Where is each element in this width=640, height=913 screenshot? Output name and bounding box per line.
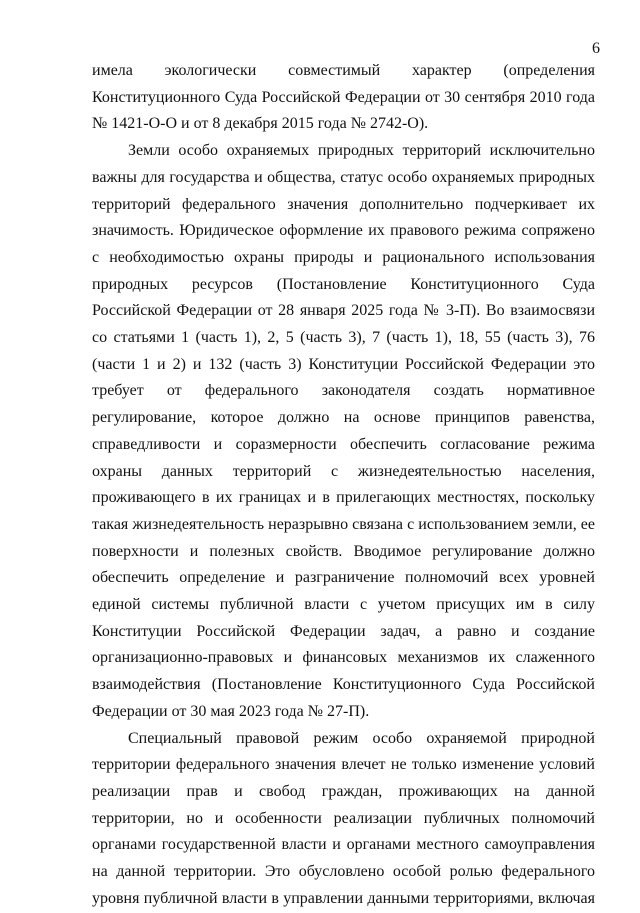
paragraph-continuation: имела экологически совместимый характер (определения Конституционного Суда Российской Федерации от 30 сентября 2010 года № 1421-О-О и от 8 декабря 2015 года № 2742-О).: [92, 62, 595, 133]
document-body: [92, 58, 595, 913]
page-number: 6: [592, 40, 600, 57]
paragraph-special-regime: Специальный правовой режим особо охраняемой природной территории федерального значения влечет не только изменение условий реализации прав и свобод граждан, проживающих на данной территории, но и особенности реализации публичных полномочий органами государственной власти и органами местного самоуправления на данной территории. Это обусловлено особой ролью федерального уровня публичной власти в управлении данными территориями, включая: [92, 729, 595, 907]
paragraph-protected-territories: Земли особо охраняемых природных территорий исключительно важны для государства и общества, статус особо охраняемых природных территорий федерального значения дополнительно подчеркивает их значимость. Юридическое оформление их правового режима сопряжено с необходимостью охраны природы и рационального использования природных ресурсов (Постановление Конституционного Суда Российской Федерации от 28 января 2025 года № 3-П). Во взаимосвязи со статьями 1 (часть 1), 2, 5 (часть 3), 7 (часть 1), 18, 55 (часть 3), 76 (части 1 и 2) и 132 (часть 3) Конституции Российской Федерации это требует от федерального законодателя создать нормативное регулирование, которое должно на основе принципов равенства, справедливости и соразмерности обеспечить согласование режима охраны данных территорий с жизнедеятельностью населения, проживающего в их границах и в прилегающих местностях, поскольку такая жизнедеятельность неразрывно связана с использованием земли, ее поверхности и полезных свойств. Вводимое регулирование должно обеспечить определение и разграничение полномочий всех уровней единой системы публичной власти с учетом присущих им в силу Конституции Российской Федерации задач, а равно и создание организационно-правовых и финансовых механизмов их слаженного взаимодействия (Постановление Конституционного Суда Российской Федерации от 30 мая 2023 года № 27-П).: [92, 142, 595, 720]
